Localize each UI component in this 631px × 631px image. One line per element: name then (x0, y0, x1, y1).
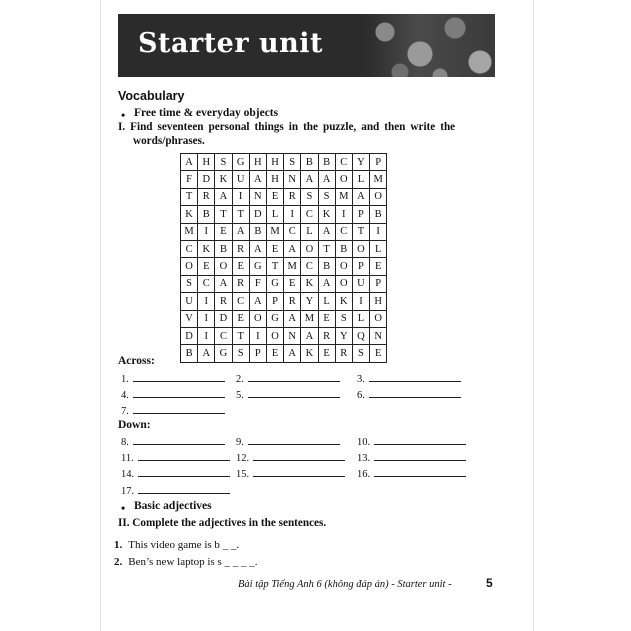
grid-cell: D (181, 327, 198, 344)
grid-cell: A (318, 171, 335, 188)
grid-cell: A (318, 223, 335, 240)
grid-cell: C (301, 206, 318, 223)
grid-cell: H (266, 171, 283, 188)
grid-cell: I (198, 223, 215, 240)
grid-cell: E (284, 275, 301, 292)
grid-cell: P (370, 154, 387, 171)
answer-number: 6. (357, 390, 365, 401)
grid-cell: R (318, 327, 335, 344)
bullet-icon: • (121, 108, 126, 122)
grid-row (181, 171, 387, 188)
answer-line[interactable] (121, 451, 230, 464)
grid-row (181, 258, 387, 275)
answer-number: 9. (236, 437, 244, 448)
grid-cell: H (249, 154, 266, 171)
grid-cell: C (335, 154, 352, 171)
sentence-text: Ben’s new laptop is s _ _ _ _. (128, 556, 258, 568)
grid-cell: O (301, 240, 318, 257)
grid-cell: B (249, 223, 266, 240)
sentence-item (114, 556, 258, 568)
answer-number: 16. (357, 469, 371, 480)
grid-cell: N (284, 171, 301, 188)
grid-cell: A (249, 240, 266, 257)
grid-cell: K (335, 293, 352, 310)
answer-blank[interactable] (248, 435, 340, 445)
grid-cell: K (215, 171, 232, 188)
grid-cell: B (215, 240, 232, 257)
answer-line[interactable] (121, 435, 225, 448)
grid-cell: S (352, 345, 369, 362)
grid-cell: E (370, 345, 387, 362)
grid-cell: A (301, 327, 318, 344)
grid-cell: E (232, 258, 249, 275)
grid-cell: A (284, 310, 301, 327)
grid-cell: L (318, 293, 335, 310)
grid-cell: L (352, 310, 369, 327)
grid-cell: L (370, 240, 387, 257)
grid-cell: K (181, 206, 198, 223)
exercise2-instruction: II. Complete the adjectives in the sentences. (118, 517, 327, 529)
grid-cell: B (318, 154, 335, 171)
answer-blank[interactable] (374, 435, 466, 445)
grid-cell: R (198, 188, 215, 205)
grid-cell: I (352, 293, 369, 310)
grid-cell: O (370, 188, 387, 205)
grid-cell: E (370, 258, 387, 275)
answer-number: 14. (121, 469, 135, 480)
grid-cell: I (335, 206, 352, 223)
sentence-number: 1. (114, 539, 123, 551)
grid-cell: C (198, 275, 215, 292)
grid-cell: U (232, 171, 249, 188)
grid-cell: U (352, 275, 369, 292)
grid-cell: F (181, 171, 198, 188)
grid-cell: S (318, 188, 335, 205)
grid-cell: E (198, 258, 215, 275)
grid-cell: G (232, 154, 249, 171)
exercise1-instruction-line1: I. Find seventeen personal things in the puzzle, and then write the (118, 121, 456, 133)
unit-banner (118, 14, 495, 77)
answer-blank[interactable] (133, 388, 225, 398)
grid-cell: I (232, 188, 249, 205)
answer-blank[interactable] (248, 388, 340, 398)
grid-cell: Y (301, 293, 318, 310)
grid-cell: S (232, 345, 249, 362)
grid-cell: P (249, 345, 266, 362)
page-number: 5 (486, 576, 493, 590)
grid-cell: O (266, 327, 283, 344)
grid-cell: K (301, 345, 318, 362)
answer-line[interactable] (121, 372, 225, 385)
grid-row (181, 223, 387, 240)
down-label: Down: (118, 419, 151, 431)
grid-cell: Y (352, 154, 369, 171)
topic-heading: Free time & everyday objects (134, 107, 279, 119)
grid-cell: E (266, 345, 283, 362)
sentence-number: 2. (114, 556, 123, 568)
grid-cell: M (301, 310, 318, 327)
grid-cell: T (232, 206, 249, 223)
grid-cell: A (232, 223, 249, 240)
grid-cell: G (266, 275, 283, 292)
across-label: Across: (118, 355, 155, 367)
answer-number: 7. (121, 406, 129, 417)
grid-row (181, 327, 387, 344)
grid-cell: P (352, 258, 369, 275)
answer-line[interactable] (121, 388, 225, 401)
adjectives-heading: Basic adjectives (134, 500, 212, 512)
answer-line[interactable] (236, 451, 345, 464)
grid-row (181, 293, 387, 310)
grid-cell: G (249, 258, 266, 275)
answer-number: 2. (236, 374, 244, 385)
grid-cell: M (284, 258, 301, 275)
answer-blank[interactable] (369, 372, 461, 382)
bullet-icon: • (121, 501, 126, 515)
grid-row (181, 310, 387, 327)
answer-line[interactable] (357, 435, 466, 448)
answer-line[interactable] (236, 372, 340, 385)
grid-cell: A (249, 171, 266, 188)
answer-blank[interactable] (138, 484, 230, 494)
grid-cell: C (284, 223, 301, 240)
answer-number: 15. (236, 469, 250, 480)
grid-cell: N (284, 327, 301, 344)
grid-cell: H (370, 293, 387, 310)
grid-cell: I (249, 327, 266, 344)
grid-cell: A (215, 275, 232, 292)
grid-cell: C (301, 258, 318, 275)
grid-row (181, 240, 387, 257)
grid-cell: R (284, 293, 301, 310)
answer-blank[interactable] (253, 451, 345, 461)
grid-cell: O (335, 275, 352, 292)
grid-cell: R (284, 188, 301, 205)
grid-cell: O (249, 310, 266, 327)
grid-cell: K (301, 275, 318, 292)
grid-cell: L (301, 223, 318, 240)
answer-number: 11. (121, 453, 134, 464)
grid-cell: O (335, 258, 352, 275)
grid-cell: G (215, 345, 232, 362)
grid-cell: B (181, 345, 198, 362)
grid-cell: R (335, 345, 352, 362)
grid-cell: T (215, 206, 232, 223)
grid-cell: T (318, 240, 335, 257)
answer-number: 4. (121, 390, 129, 401)
sentence-text: This video game is b _ _. (128, 539, 240, 551)
grid-cell: P (352, 206, 369, 223)
answer-number: 8. (121, 437, 129, 448)
answer-line[interactable] (121, 484, 230, 497)
answer-blank[interactable] (248, 372, 340, 382)
answer-line[interactable] (357, 372, 461, 385)
answer-blank[interactable] (138, 451, 230, 461)
grid-cell: O (215, 258, 232, 275)
grid-cell: S (181, 275, 198, 292)
answer-line[interactable] (121, 404, 225, 417)
answer-number: 17. (121, 486, 135, 497)
grid-cell: I (198, 327, 215, 344)
footer-text: Bài tập Tiếng Anh 6 (không đáp án) - Starter unit - (238, 579, 452, 590)
grid-cell: N (249, 188, 266, 205)
grid-cell: R (232, 275, 249, 292)
grid-cell: P (370, 275, 387, 292)
exercise1-instruction-line2: words/phrases. (133, 135, 205, 147)
answer-line[interactable] (357, 467, 466, 480)
grid-cell: Y (335, 327, 352, 344)
grid-cell: E (266, 240, 283, 257)
grid-cell: T (181, 188, 198, 205)
grid-cell: H (198, 154, 215, 171)
grid-cell: L (352, 171, 369, 188)
grid-cell: K (198, 240, 215, 257)
grid-cell: R (215, 293, 232, 310)
grid-cell: H (266, 154, 283, 171)
grid-cell: A (215, 188, 232, 205)
grid-cell: R (232, 240, 249, 257)
answer-blank[interactable] (133, 435, 225, 445)
grid-cell: C (335, 223, 352, 240)
grid-cell: C (215, 327, 232, 344)
grid-cell: O (335, 171, 352, 188)
answer-line[interactable] (236, 435, 340, 448)
grid-cell: V (181, 310, 198, 327)
grid-cell: D (215, 310, 232, 327)
grid-row (181, 275, 387, 292)
grid-cell: A (352, 188, 369, 205)
answer-blank[interactable] (374, 467, 466, 477)
grid-cell: D (198, 171, 215, 188)
grid-cell: A (181, 154, 198, 171)
grid-cell: M (266, 223, 283, 240)
grid-cell: A (284, 240, 301, 257)
grid-cell: G (266, 310, 283, 327)
answer-number: 1. (121, 374, 129, 385)
grid-cell: C (181, 240, 198, 257)
grid-cell: S (301, 188, 318, 205)
grid-cell: B (335, 240, 352, 257)
sentence-item (114, 539, 239, 551)
answer-line[interactable] (236, 388, 340, 401)
grid-row (181, 154, 387, 171)
answer-number: 5. (236, 390, 244, 401)
grid-cell: B (370, 206, 387, 223)
answer-number: 3. (357, 374, 365, 385)
answer-blank[interactable] (138, 467, 230, 477)
grid-cell: E (215, 223, 232, 240)
grid-cell: U (181, 293, 198, 310)
grid-cell: L (266, 206, 283, 223)
grid-cell: M (370, 171, 387, 188)
grid-cell: B (301, 154, 318, 171)
answer-line[interactable] (357, 388, 461, 401)
grid-cell: A (249, 293, 266, 310)
grid-cell: M (181, 223, 198, 240)
grid-cell: P (266, 293, 283, 310)
grid-cell: B (198, 206, 215, 223)
grid-cell: O (181, 258, 198, 275)
grid-cell: A (318, 275, 335, 292)
grid-row (181, 188, 387, 205)
answer-blank[interactable] (253, 467, 345, 477)
grid-cell: S (335, 310, 352, 327)
answer-blank[interactable] (133, 372, 225, 382)
grid-cell: A (198, 345, 215, 362)
grid-cell: C (232, 293, 249, 310)
grid-cell: S (215, 154, 232, 171)
unit-title: Starter unit (138, 28, 323, 59)
vocabulary-heading: Vocabulary (118, 89, 185, 103)
grid-cell: I (198, 310, 215, 327)
answer-number: 10. (357, 437, 371, 448)
grid-row (181, 345, 387, 362)
grid-cell: Q (352, 327, 369, 344)
banner-decoration (365, 14, 495, 77)
grid-cell: M (335, 188, 352, 205)
grid-cell: E (318, 345, 335, 362)
grid-cell: A (301, 171, 318, 188)
answer-number: 12. (236, 453, 250, 464)
answer-line[interactable] (236, 467, 345, 480)
grid-cell: T (232, 327, 249, 344)
grid-cell: S (284, 154, 301, 171)
grid-cell: D (249, 206, 266, 223)
grid-cell: I (198, 293, 215, 310)
answer-blank[interactable] (369, 388, 461, 398)
answer-line[interactable] (121, 467, 230, 480)
grid-cell: I (284, 206, 301, 223)
grid-cell: T (266, 258, 283, 275)
grid-cell: F (249, 275, 266, 292)
grid-cell: O (352, 240, 369, 257)
grid-cell: N (370, 327, 387, 344)
grid-cell: K (318, 206, 335, 223)
answer-blank[interactable] (374, 451, 466, 461)
grid-row (181, 206, 387, 223)
grid-cell: A (284, 345, 301, 362)
answer-line[interactable] (357, 451, 466, 464)
answer-blank[interactable] (133, 404, 225, 414)
grid-cell: O (370, 310, 387, 327)
grid-cell: E (318, 310, 335, 327)
grid-cell: I (370, 223, 387, 240)
grid-cell: E (232, 310, 249, 327)
grid-cell: T (352, 223, 369, 240)
word-search-grid (180, 153, 387, 363)
grid-cell: E (266, 188, 283, 205)
grid-cell: B (318, 258, 335, 275)
answer-number: 13. (357, 453, 371, 464)
